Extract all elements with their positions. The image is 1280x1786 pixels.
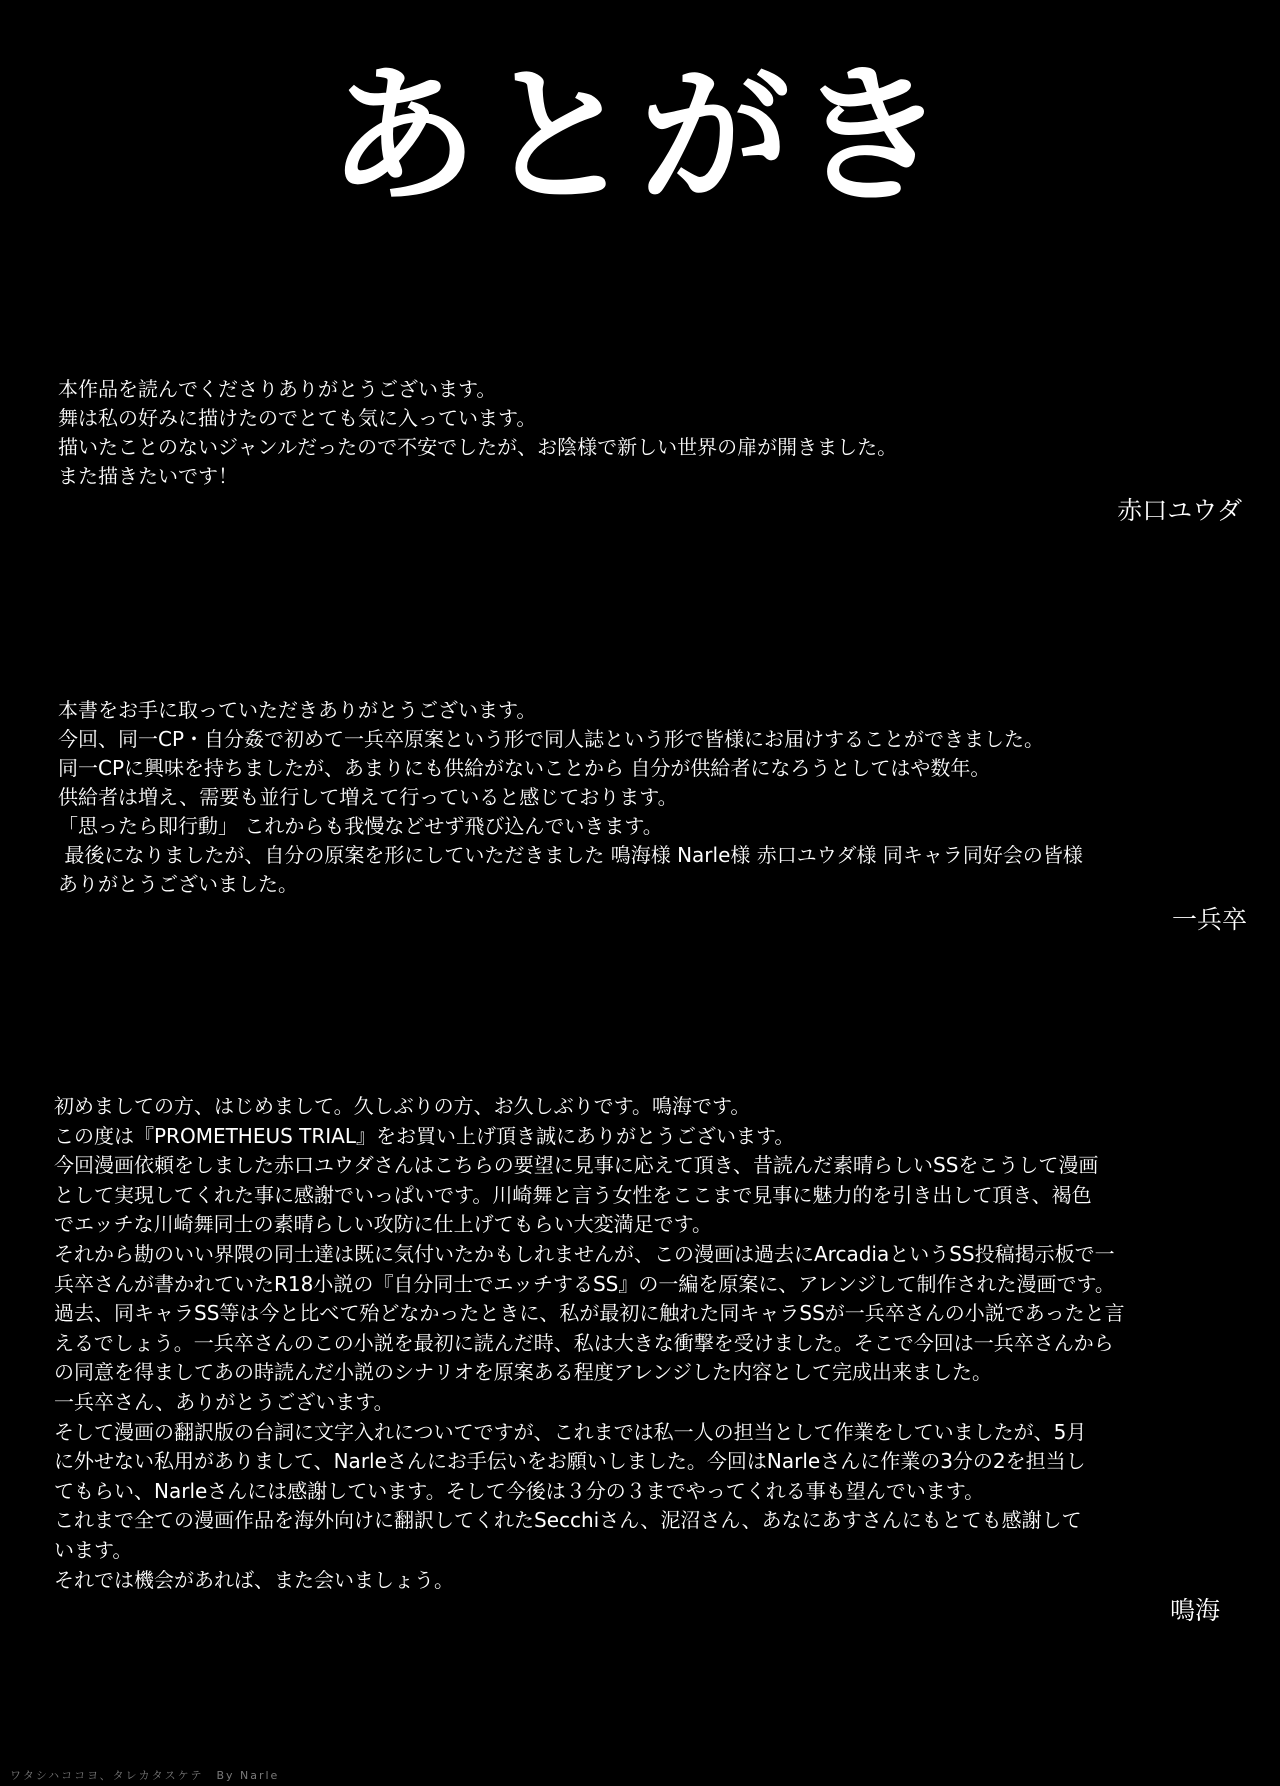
- afterword-section-3: [54, 1092, 1224, 1595]
- paragraph-line: また描きたいです！: [58, 464, 238, 488]
- paragraph-line: として実現してくれた事に感謝でいっぱいです。川崎舞と言う女性をここまで見事に魅力的を引き出して頂き、褐色: [54, 1182, 1092, 1207]
- paragraph-line: えるでしょう。一兵卒さんのこの小説を最初に読んだ時、私は大きな衝撃を受けました。そこで今回は一兵卒さんから: [54, 1330, 1114, 1355]
- paragraph-line: 本書をお手に取っていただきありがとうございます。: [58, 698, 537, 722]
- paragraph-line: います。: [54, 1537, 133, 1562]
- signature-1: 赤口ユウダ: [1117, 496, 1242, 525]
- paragraph-line: 描いたことのないジャンルだったので不安でしたが、お陰様で新しい世界の扉が開きました。: [58, 435, 898, 459]
- paragraph-line: これまで全ての漫画作品を海外向けに翻訳してくれたSecchiさん、泥沼さん、あなにあすさんにもとても感謝して: [54, 1508, 1082, 1533]
- footer-credit: ワタシハココヨ、タレカタスケテ By Narle: [10, 1769, 280, 1782]
- paragraph-line: ありがとうございました。: [58, 872, 298, 896]
- paragraph-line: 舞は私の好みに描けたのでとても気に入っています。: [58, 406, 537, 430]
- paragraph-line: 最後になりましたが、自分の原案を形にしていただきました 鳴海様 Narle様 赤口ユウダ様 同キャラ同好会の皆様: [58, 843, 1083, 867]
- afterword-section-1: [58, 375, 1228, 491]
- paragraph-line: 過去、同キャラSS等は今と比べて殆どなかったときに、私が最初に触れた同キャラSSが一兵卒さんの小説であったと言: [54, 1301, 1125, 1326]
- signature-3: 鳴海: [1169, 1596, 1220, 1625]
- paragraph-line: そして漫画の翻訳版の台詞に文字入れについてですが、これまでは私一人の担当として作業をしていましたが、5月: [54, 1419, 1087, 1444]
- paragraph-line: に外せない私用がありまして、Narleさんにお手伝いをお願いしました。今回はNarleさんに作業の3分の2を担当し: [54, 1449, 1086, 1474]
- paragraph-line: 本作品を読んでくださりありがとうございます。: [58, 377, 497, 401]
- page-title: あとがき: [327, 50, 952, 224]
- paragraph-line: この度は『PROMETHEUS TRIAL』をお買い上げ頂き誠にありがとうございます。: [54, 1123, 795, 1148]
- paragraph-line: 今回、同一CP・自分姦で初めて一兵卒原案という形で同人誌という形で皆様にお届けすることができました。: [58, 727, 1045, 751]
- paragraph-line: それでは機会があれば、また会いましょう。: [54, 1567, 454, 1592]
- paragraph-line: 同一CPに興味を持ちましたが、あまりにも供給がないことから 自分が供給者になろうとしてはや数年。: [58, 756, 991, 780]
- paragraph-line: てもらい、Narleさんには感謝しています。そして今後は３分の３までやってくれる事も望んでいます。: [54, 1478, 985, 1503]
- afterword-section-2: [58, 696, 1228, 899]
- signature-2: 一兵卒: [1171, 905, 1247, 934]
- paragraph-line: の同意を得ましてあの時読んだ小説のシナリオを原案ある程度アレンジした内容として完成出来ました。: [54, 1360, 992, 1385]
- paragraph-line: 兵卒さんが書かれていたR18小説の『自分同士でエッチするSS』の一編を原案に、アレンジして制作された漫画です。: [54, 1271, 1115, 1296]
- paragraph-line: 供給者は増え、需要も並行して増えて行っていると感じております。: [58, 785, 678, 809]
- paragraph-line: でエッチな川崎舞同士の素晴らしい攻防に仕上げてもらい大変満足です。: [54, 1212, 712, 1237]
- paragraph-line: 今回漫画依頼をしました赤口ユウダさんはこちらの要望に見事に応えて頂き、昔読んだ素晴らしいSSをこうして漫画: [54, 1153, 1099, 1178]
- paragraph-line: それから勘のいい界隈の同士達は既に気付いたかもしれませんが、この漫画は過去にArcadiaというSS投稿掲示板で一: [54, 1241, 1115, 1266]
- paragraph-line: 初めましての方、はじめまして。久しぶりの方、お久しぶりです。鳴海です。: [54, 1094, 751, 1118]
- paragraph-line: 一兵卒さん、ありがとうございます。: [54, 1389, 394, 1414]
- paragraph-line: 「思ったら即行動」 これからも我慢などせず飛び込んでいきます。: [58, 814, 663, 838]
